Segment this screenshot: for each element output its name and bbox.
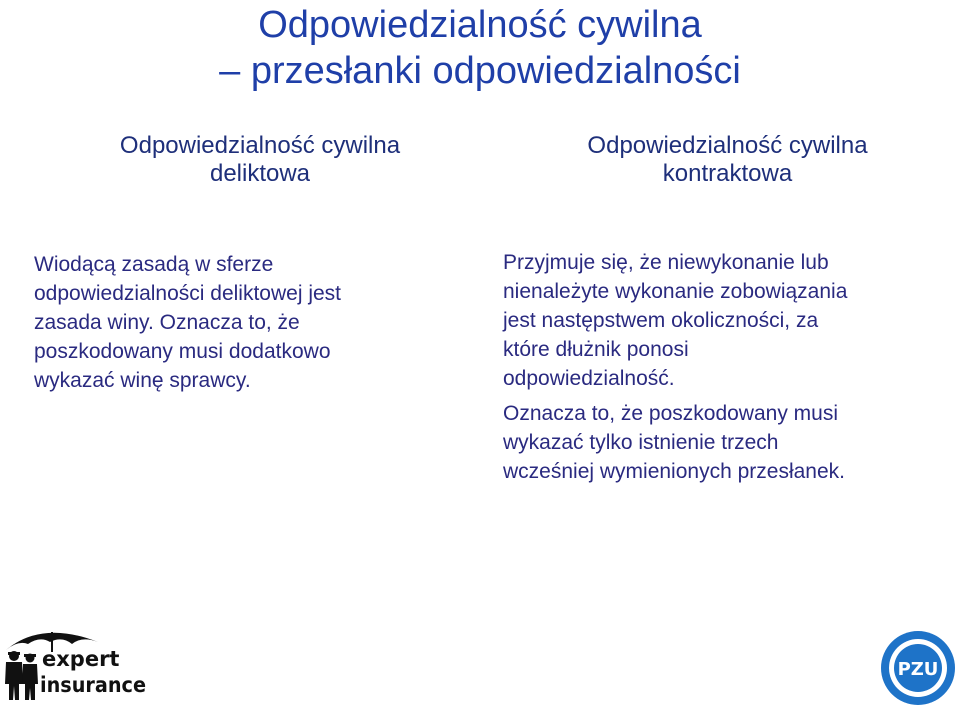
paragraph-line: wcześniej wymienionych przesłanek. (503, 460, 845, 483)
silhouette-icon (5, 651, 38, 700)
right-heading-line1: Odpowiedzialność cywilna (587, 132, 868, 159)
paragraph-line: Wiodącą zasadą w sferze (34, 253, 274, 276)
paragraph-line: odpowiedzialność. (503, 367, 675, 390)
paragraph-line: wykazać tylko istnienie trzech (503, 431, 779, 454)
expert-insurance-logo (2, 622, 147, 700)
paragraph-line: które dłużnik ponosi (503, 338, 689, 361)
pzu-text: PZU (897, 659, 939, 680)
paragraph-line: Przyjmuje się, że niewykonanie lub (503, 251, 829, 274)
paragraph-line: poszkodowany musi dodatkowo (34, 340, 331, 363)
paragraph-line: odpowiedzialności deliktowej jest (34, 282, 342, 305)
paragraph-line: nienależyte wykonanie zobowiązania (503, 280, 848, 303)
slide-title-line2: – przesłanki odpowiedzialności (219, 50, 741, 92)
left-column-heading (60, 132, 460, 188)
expert-text: expert (42, 647, 120, 671)
paragraph-line: Oznacza to, że poszkodowany musi (503, 402, 838, 425)
left-heading-line2: deliktowa (209, 160, 311, 187)
right-column-paragraphs (503, 248, 943, 486)
left-heading-line1: Odpowiedzialność cywilna (119, 132, 401, 159)
insurance-text: insurance (40, 673, 146, 697)
slide-title (0, 2, 960, 94)
paragraph-line: zasada winy. Oznacza to, że (34, 311, 300, 334)
slide-title-line1: Odpowiedzialność cywilna (258, 4, 702, 46)
right-heading-line2: kontraktowa (662, 160, 793, 187)
paragraph-line: jest następstwem okoliczności, za (503, 309, 819, 332)
right-column-heading (500, 132, 955, 188)
pzu-logo (878, 628, 958, 708)
paragraph-line: wykazać winę sprawcy. (34, 369, 251, 392)
left-column-paragraph (34, 250, 454, 395)
